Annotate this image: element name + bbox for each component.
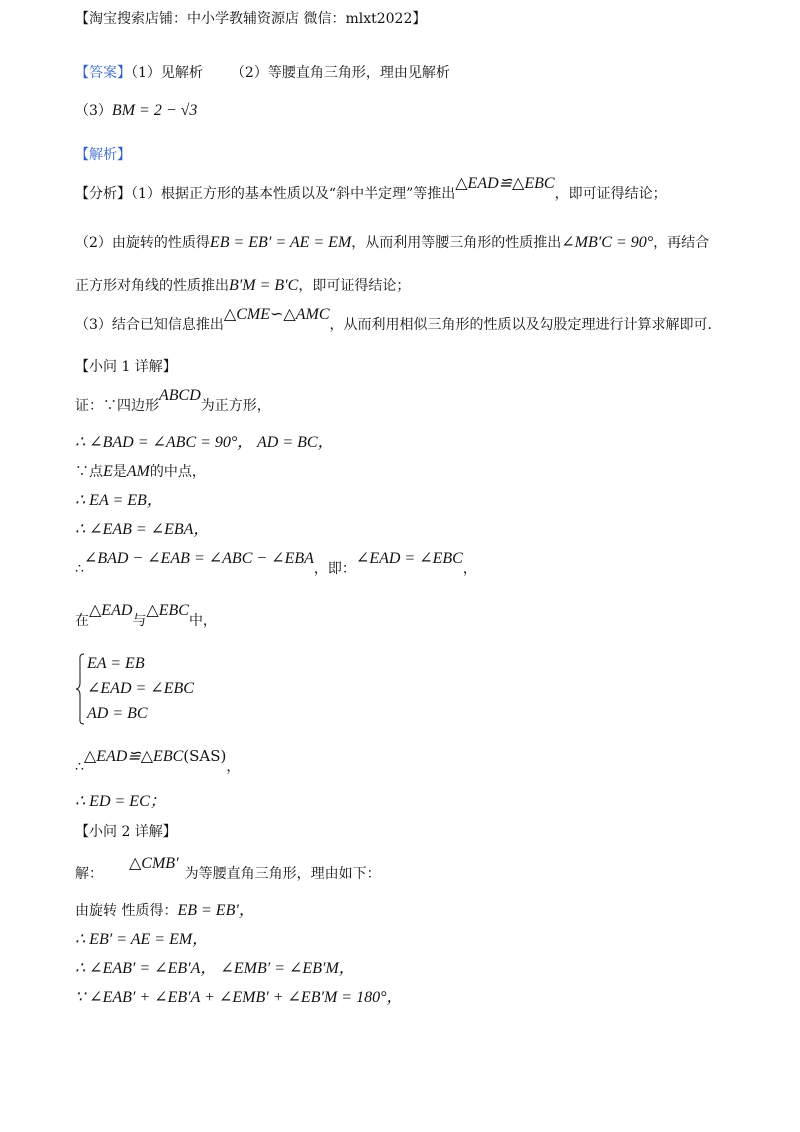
system-eq-3: AD = BC	[87, 705, 148, 722]
q1-line7-end: 中，	[188, 613, 217, 629]
q2-line2	[75, 901, 255, 921]
answer-part3-math: BM = 2 − √3	[111, 102, 198, 119]
q1-line1-text: 证：∵四边形	[75, 398, 159, 414]
page-header: 【淘宝搜索店铺：中小学教辅资源店 微信：mlxt2022】	[75, 11, 427, 27]
q1-line3-m1: E	[103, 463, 113, 480]
analysis-tag: 【解析】	[75, 147, 131, 163]
q1-line3-mid: 是	[112, 464, 127, 480]
q1-line1-end: 为正方形，	[200, 398, 271, 414]
answer-part3-prefix: （3）	[75, 103, 112, 119]
q2-line1-end: 为等腰直角三角形，理由如下：	[184, 866, 381, 882]
q1-line6-end: ，	[462, 561, 477, 577]
analysis-step2b-end: ，即可证得结论；	[298, 278, 411, 294]
answer-part3	[75, 101, 197, 121]
q1-line9: ∴ ED = EC；	[75, 793, 166, 810]
analysis-step3-text: （3）结合已知信息推出	[75, 317, 224, 333]
q1-line7-m1: △EAD	[89, 602, 133, 619]
answer-part2: （2）等腰直角三角形，理由见解析	[230, 65, 450, 81]
q1-line8-end: ，	[226, 759, 241, 775]
analysis-step1-text: 【分析】（1）根据正方形的基本性质以及“斜中半定理”等推出	[75, 186, 456, 202]
answer-tag: 【答案】	[75, 65, 131, 81]
q1-line3-m2: AM	[126, 463, 150, 480]
q1-line2: ∴ ∠BAD = ∠ABC = 90°， AD = BC，	[75, 434, 334, 451]
q1-line8	[75, 747, 241, 777]
analysis-step3	[75, 306, 712, 335]
q2-line2-text: 由旋转 性质得：	[75, 903, 178, 919]
q1-line8-math: △EAD≌△EBC	[83, 748, 184, 765]
answer-part1: （1）见解析	[131, 65, 203, 81]
analysis-step1-math: △EAD≌△EBC	[455, 175, 555, 192]
q1-line6-sym: ∴	[75, 561, 84, 577]
q2-line2-math: EB = EB′，	[177, 902, 255, 919]
analysis-step2-mid: ，从而利用等腰三角形的性质推出	[351, 235, 562, 251]
analysis-step1-end: ，即可证得结论；	[554, 186, 667, 202]
q1-line1	[75, 387, 271, 416]
q1-line6-math: ∠BAD − ∠EAB = ∠ABC − ∠EBA	[83, 550, 314, 567]
analysis-step3-math: △CME∽△AMC	[223, 306, 330, 323]
left-brace-icon	[75, 653, 85, 725]
q1-line6-math2: ∠EAD = ∠EBC	[355, 550, 463, 567]
system-eq-2: ∠EAD = ∠EBC	[87, 680, 194, 697]
q1-line3-text: ∵点	[75, 464, 103, 480]
q1-line8-sas: (SAS)	[183, 747, 227, 765]
system-eq-1: EA = EB	[87, 655, 145, 672]
q1-line4: ∴ EA = EB，	[75, 492, 163, 509]
analysis-step2b-text: 正方形对角线的性质推出	[75, 278, 229, 294]
q2-line4: ∴ ∠EAB′ = ∠EB′A， ∠EMB′ = ∠EB′M，	[75, 960, 355, 977]
q1-line1-math: ABCD	[159, 387, 201, 404]
q1-line6	[75, 550, 477, 579]
analysis-step2b-math: B′M = B′C	[229, 277, 299, 294]
q1-line6-mid: ，即：	[313, 561, 356, 577]
q1-line7-mid: 与	[132, 613, 147, 629]
q1-title: 【小问 1 详解】	[75, 359, 177, 375]
q2-line1	[75, 855, 381, 884]
q1-line3-end: 的中点，	[149, 464, 206, 480]
q1-line8-sym: ∴	[75, 759, 84, 775]
q1-line7-text: 在	[75, 613, 89, 629]
analysis-step2	[75, 233, 709, 253]
analysis-step2-math2: ∠MB′C = 90°	[561, 234, 654, 251]
analysis-step2-math1: EB = EB′ = AE = EM	[209, 234, 352, 251]
q2-line5: ∵ ∠EAB′ + ∠EB′A + ∠EMB′ + ∠EB′M = 180°，	[75, 989, 403, 1006]
answer-line	[75, 63, 450, 83]
q2-line3: ∴ EB′ = AE = EM，	[75, 931, 209, 948]
q1-line7-m2: △EBC	[146, 602, 189, 619]
q1-line7	[75, 602, 217, 631]
analysis-step1	[75, 175, 667, 204]
q1-line3	[75, 462, 206, 482]
analysis-step3-end: ，从而利用相似三角形的性质以及勾股定理进行计算求解即可.	[329, 317, 712, 333]
analysis-step2-text: （2）由旋转的性质得	[75, 235, 210, 251]
q2-line1-math: △CMB′	[129, 855, 179, 872]
q2-title: 【小问 2 详解】	[75, 824, 177, 840]
analysis-step2-end: ，再结合	[653, 235, 710, 251]
q1-line5: ∴ ∠EAB = ∠EBA，	[75, 521, 210, 538]
q2-line1-text: 解：	[75, 866, 103, 882]
analysis-step2-cont	[75, 276, 410, 296]
